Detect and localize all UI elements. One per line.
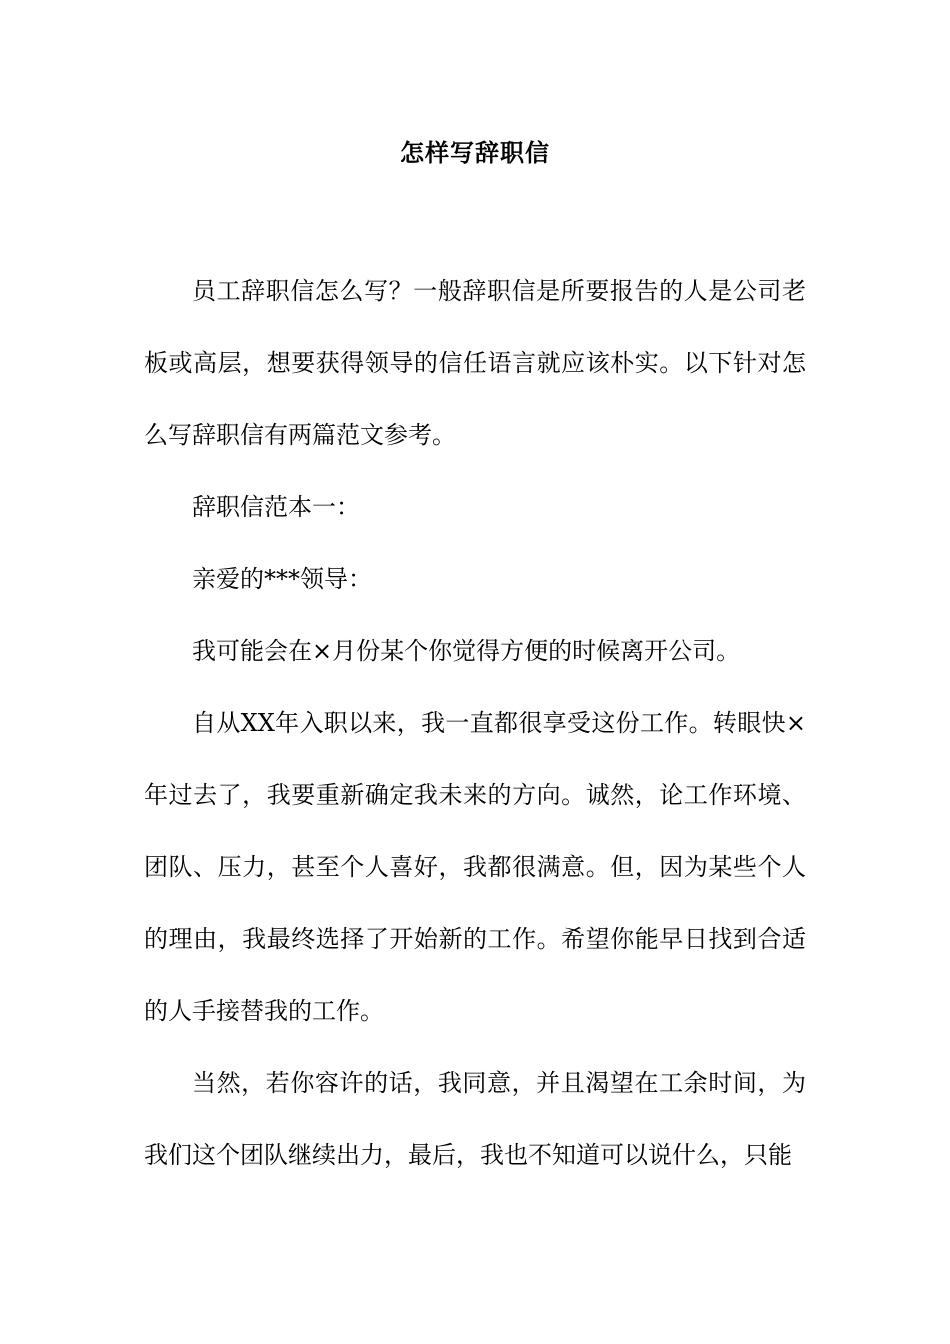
paragraph-reason: 自从XX年入职以来，我一直都很享受这份工作。转眼快×年过去了，我要重新确定我未来的方向。诚然，论工作环境、团队、压力，甚至个人喜好，我都很满意。但，因为某些个人的理由，我最终选择了开始新的工作。希望你能早日找到合适的人手接替我的工作。 bbox=[144, 709, 806, 1025]
document-title: 怎样写辞职信 bbox=[400, 138, 550, 167]
paragraph-leave-notice: 我可能会在×月份某个你觉得方便的时候离开公司。 bbox=[192, 637, 741, 665]
paragraph-salutation: 亲爱的***领导： bbox=[192, 565, 372, 593]
paragraph-sample-heading: 辞职信范本一： bbox=[192, 493, 360, 521]
paragraph-closing: 当然，若你容许的话，我同意，并且渴望在工余时间，为我们这个团队继续出力，最后，我也不知道可以说什么，只能 bbox=[144, 1069, 806, 1169]
paragraph-intro: 员工辞职信怎么写？一般辞职信是所要报告的人是公司老板或高层，想要获得领导的信任语言就应该朴实。以下针对怎么写辞职信有两篇范文参考。 bbox=[144, 277, 806, 449]
document-body bbox=[144, 255, 806, 1191]
